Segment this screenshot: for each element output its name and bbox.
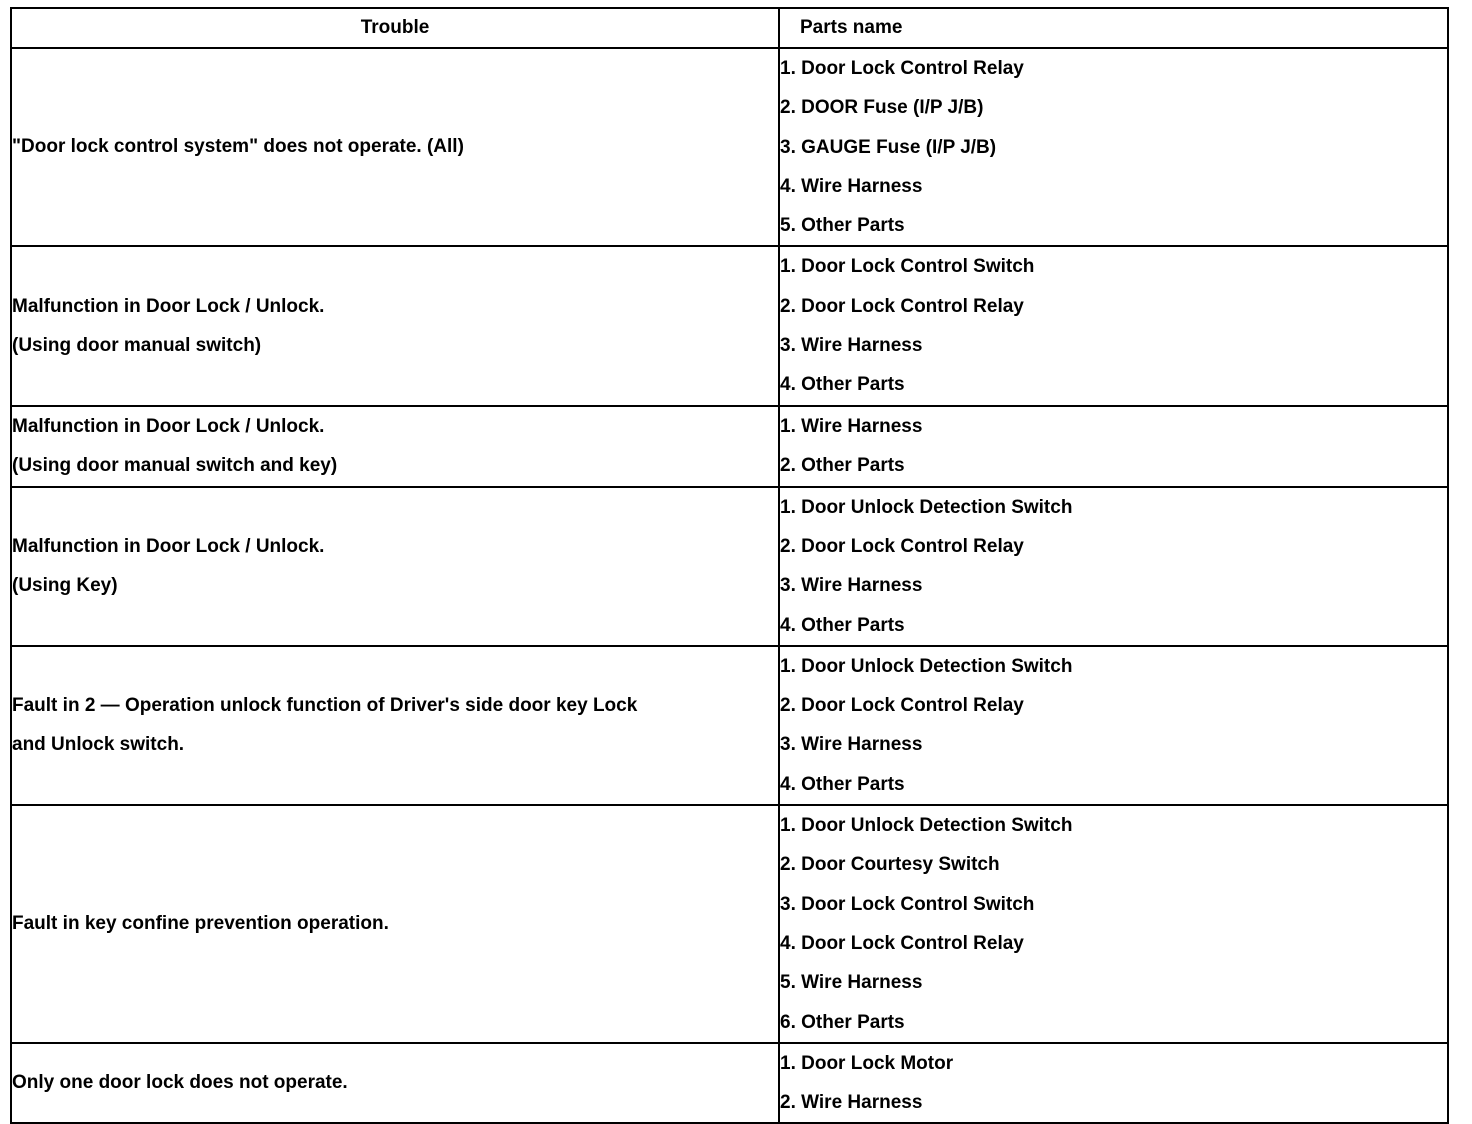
table-body [11,48,1448,1123]
part-item: 4. Wire Harness [780,175,923,197]
trouble-text: "Door lock control system" does not operate. (All) [12,136,464,158]
part-item: 3. Wire Harness [780,575,923,597]
trouble-text: and Unlock switch. [12,734,185,756]
parts-cell [779,48,1448,246]
part-item: 1. Wire Harness [780,415,923,437]
part-item: 1. Door Lock Control Switch [780,256,1035,278]
table-row [11,487,1448,646]
header-trouble: Trouble [11,8,779,48]
part-item: 2. Door Lock Control Relay [780,695,1024,717]
table-row [11,1043,1448,1124]
trouble-text: Only one door lock does not operate. [12,1072,348,1094]
parts-cell [779,487,1448,646]
table-row [11,646,1448,805]
trouble-cell [11,1043,779,1124]
trouble-cell [11,805,779,1043]
part-item: 5. Other Parts [780,215,905,237]
part-item: 3. GAUGE Fuse (I/P J/B) [780,136,997,158]
table-row [11,246,1448,405]
trouble-cell [11,487,779,646]
parts-cell [779,1043,1448,1124]
part-item: 6. Other Parts [780,1011,905,1033]
part-item: 2. DOOR Fuse (I/P J/B) [780,97,984,119]
table-row [11,48,1448,246]
part-item: 3. Door Lock Control Switch [780,893,1035,915]
parts-cell [779,246,1448,405]
part-item: 2. Wire Harness [780,1092,923,1114]
part-item: 2. Other Parts [780,455,905,477]
part-item: 4. Door Lock Control Relay [780,932,1024,954]
part-item: 1. Door Lock Control Relay [780,58,1024,79]
part-item: 1. Door Unlock Detection Switch [780,815,1073,837]
part-item: 1. Door Unlock Detection Switch [780,655,1073,677]
table-row [11,406,1448,487]
trouble-text: Fault in key confine prevention operation. [12,913,389,935]
part-item: 2. Door Lock Control Relay [780,535,1024,557]
trouble-cell [11,48,779,246]
header-row [11,8,1448,48]
trouble-text: (Using door manual switch) [12,335,262,357]
part-item: 1. Door Lock Motor [780,1052,954,1074]
trouble-text: (Using door manual switch and key) [12,455,338,477]
part-item: 1. Door Unlock Detection Switch [780,496,1073,518]
trouble-text: Malfunction in Door Lock / Unlock. [12,295,325,317]
part-item: 3. Wire Harness [780,734,923,756]
trouble-text: Malfunction in Door Lock / Unlock. [12,535,325,557]
part-item: 4. Other Parts [780,773,905,795]
trouble-text: Fault in 2 — Operation unlock function of Driver's side door key Lock [12,694,638,716]
part-item: 4. Other Parts [780,374,905,396]
trouble-text: Malfunction in Door Lock / Unlock. [12,415,325,437]
troubleshooting-table [10,7,1449,1124]
part-item: 3. Wire Harness [780,335,923,357]
trouble-cell [11,406,779,487]
part-item: 4. Other Parts [780,614,905,636]
trouble-text: (Using Key) [12,575,118,597]
header-parts-name: Parts name [779,8,1448,48]
parts-cell [779,406,1448,487]
part-item: 2. Door Lock Control Relay [780,295,1024,317]
trouble-cell [11,646,779,805]
trouble-cell [11,246,779,405]
table-row [11,805,1448,1043]
parts-cell [779,805,1448,1043]
part-item: 5. Wire Harness [780,972,923,994]
parts-cell [779,646,1448,805]
part-item: 2. Door Courtesy Switch [780,854,1000,876]
